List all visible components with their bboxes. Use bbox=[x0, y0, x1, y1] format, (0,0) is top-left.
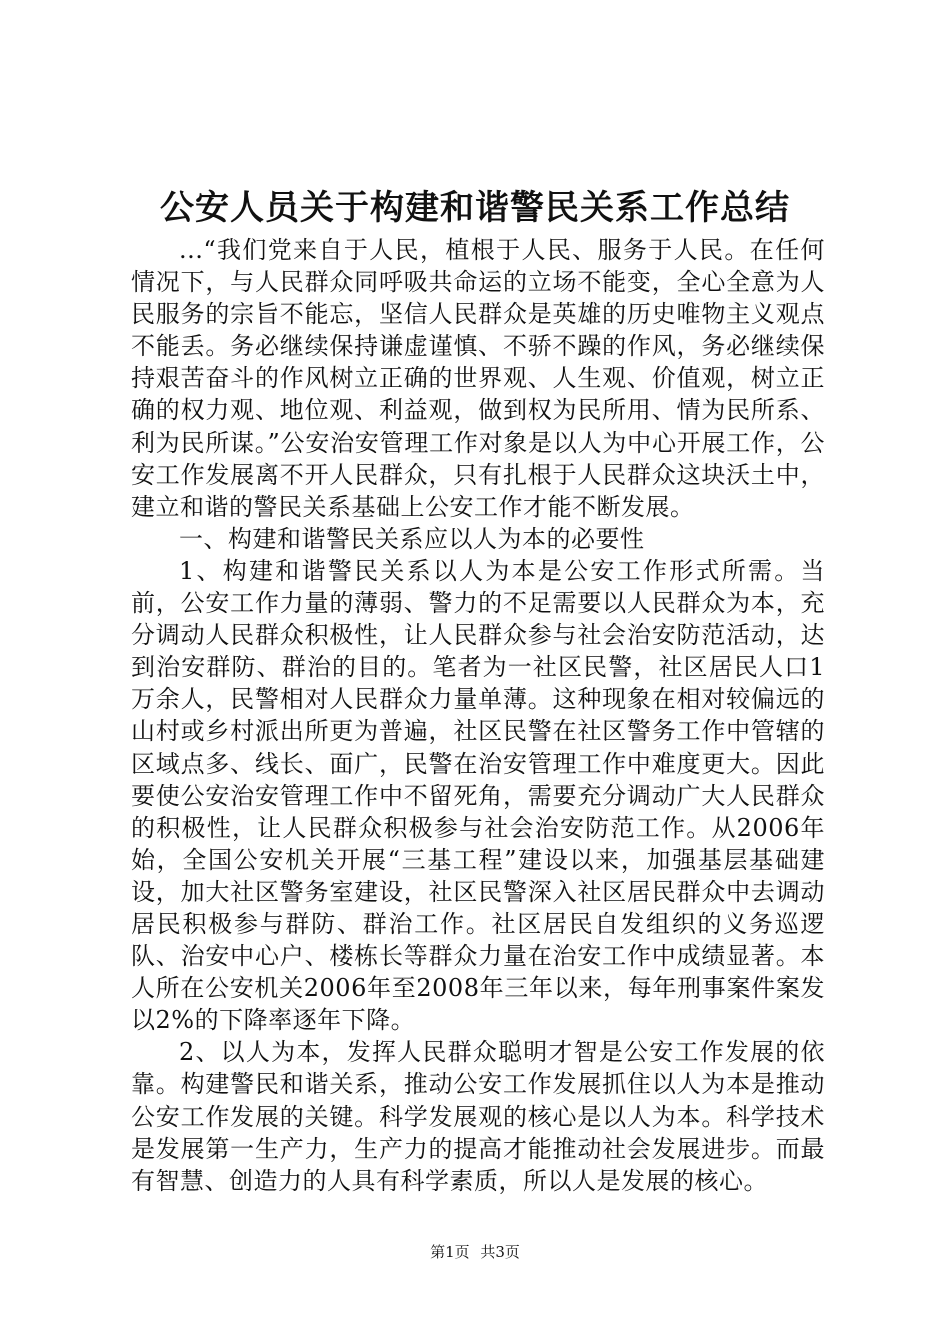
page-title: 公安人员关于构建和谐警民关系工作总结 bbox=[160, 188, 790, 228]
section-paragraph-1: 1、构建和谐警民关系以人为本是公安工作形式所需。当前，公安工作力量的薄弱、警力的不足需要以人民群众为本，充分调动人民群众积极性，让人民群众参与社会治安防范活动，达到治安群防、群治的目的。笔者为一社区民警，社区居民人口1万余人，民警相对人民群众力量单薄。这种现象在相对较偏远的山村或乡村派出所更为普遍，社区民警在社区警务工作中管辖的区域点多、线长、面广，民警在治安管理工作中难度更大。因此要使公安治安管理工作中不留死角，需要充分调动广大人民群众的积极性，让人民群众积极参与社会治安防范工作。从2006年始，全国公安机关开展“三基工程”建设以来，加强基层基础建设，加大社区警务室建设，社区民警深入社区居民群众中去调动居民积极参与群防、群治工作。社区居民自发组织的义务巡逻队、治安中心户、楼栋长等群众力量在治安工作中成绩显著。本人所在公安机关2006年至2008年三年以来，每年刑事案件案发以2%的下降率逐年下降。 bbox=[131, 556, 825, 1035]
page-footer bbox=[0, 1241, 950, 1263]
page-number: 第1页 bbox=[430, 1243, 470, 1261]
section-paragraph-2: 2、以人为本，发挥人民群众聪明才智是公安工作发展的依靠。构建警民和谐关系，推动公安工作发展抓住以人为本是推动公安工作发展的关键。科学发展观的核心是以人为本。科学技术是发展第一生产力，生产力的提高才能推动社会发展进步。而最有智慧、创造力的人具有科学素质，所以人是发展的核心。 bbox=[131, 1038, 825, 1195]
document-body bbox=[131, 234, 825, 1197]
section-heading: 一、构建和谐警民关系应以人为本的必要性 bbox=[179, 524, 645, 553]
page-total: 共3页 bbox=[480, 1243, 520, 1261]
intro-paragraph: ...“我们党来自于人民，植根于人民、服务于人民。在任何情况下，与人民群众同呼吸共命运的立场不能变，全心全意为人民服务的宗旨不能忘，坚信人民群众是英雄的历史唯物主义观点不能丢。务必继续保持谦虚谨慎、不骄不躁的作风，务必继续保持艰苦奋斗的作风树立正确的世界观、人生观、价值观，树立正确的权力观、地位观、利益观，做到权为民所用、情为民所系、利为民所谋。”公安治安管理工作对象是以人为中心开展工作，公安工作发展离不开人民群众，只有扎根于人民群众这块沃土中，建立和谐的警民关系基础上公安工作才能不断发展。 bbox=[131, 236, 825, 521]
